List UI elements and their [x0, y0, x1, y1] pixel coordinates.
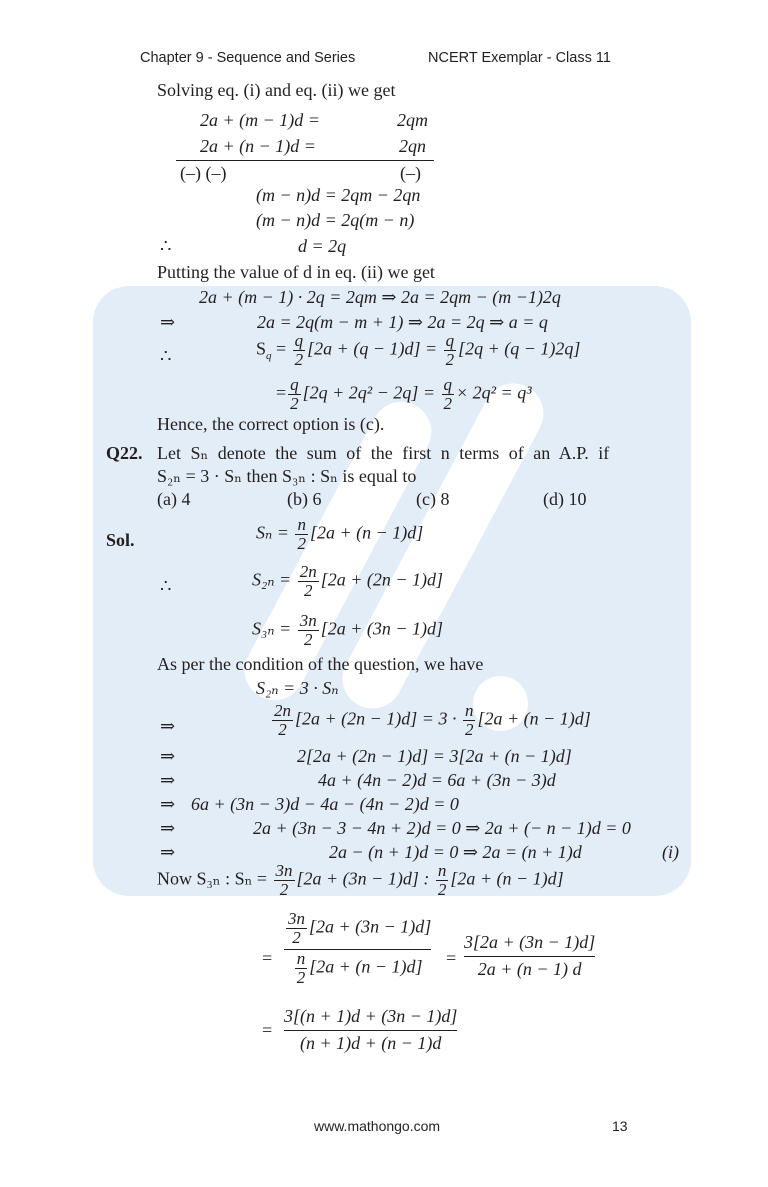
math-line: S₃ₙ = $\frac{3n}{2}$ [2a + (3n − 1)d]: [252, 611, 443, 649]
solution-label: Sol.: [106, 530, 135, 550]
math-line: S₂ₙ = 3 · Sₙ: [256, 678, 339, 698]
subtraction-rule: [176, 160, 434, 161]
equals-sign: =: [262, 948, 273, 968]
math-line: 4a + (4n − 2)d = 6a + (3n − 3)d: [318, 770, 556, 790]
math-line: 2a − (n + 1)d = 0 ⇒ 2a = (n + 1)d: [329, 842, 582, 862]
math-line: (m − n)d = 2q(m − n): [256, 210, 415, 230]
text-line: Solving eq. (i) and eq. (ii) we get: [157, 80, 396, 100]
text-line: As per the condition of the question, we have: [157, 654, 484, 674]
compound-fraction: $\frac{3n}{2}$ [2a + (3n − 1)d] $\frac{n}{2}$ [2a + (n − 1)d]: [284, 910, 431, 987]
math-line: 2a + (m − 1) · 2q = 2qm ⇒ 2a = 2qm − (m −1)2q: [199, 287, 561, 307]
option-b: (b) 6: [287, 489, 322, 509]
implies-symbol: ⇒: [160, 312, 176, 332]
math-line: 2a + (3n − 3 − 4n + 2)d = 0 ⇒ 2a + (− n − 1)d = 0: [253, 818, 631, 838]
implies-symbol: ⇒: [160, 794, 176, 814]
header-book: NCERT Exemplar - Class 11: [428, 50, 611, 66]
math-line: 2a + (n − 1)d =: [200, 136, 316, 156]
math-line: (–): [400, 163, 421, 183]
question-number: Q22.: [106, 443, 143, 463]
implies-symbol: ⇒: [160, 842, 176, 862]
therefore-symbol: ∴: [160, 576, 172, 596]
math-line: 2a + (m − 1)d =: [200, 110, 320, 130]
math-line: S₂ₙ = $\frac{2n}{2}$ [2a + (2n − 1)d]: [252, 562, 443, 600]
question-text: Let Sₙ denote the sum of the first n terms of an A.P. if: [157, 443, 610, 463]
math-line: 2qn: [399, 136, 426, 156]
option-a: (a) 4: [157, 489, 191, 509]
math-line: (m − n)d = 2qm − 2qn: [256, 185, 421, 205]
implies-symbol: ⇒: [160, 746, 176, 766]
equals-sign: =: [262, 1020, 273, 1040]
equation-tag: (i): [662, 842, 679, 862]
math-line: Now S₃ₙ : Sₙ = $\frac{3n}{2}$ [2a + (3n − 1)d] : $\frac{n}{2}$ [2a + (n − 1)d]: [157, 861, 564, 899]
implies-symbol: ⇒: [160, 770, 176, 790]
math-line: 2qm: [397, 110, 428, 130]
option-c: (c) 8: [416, 489, 450, 509]
math-line: d = 2q: [298, 236, 347, 256]
math-line: $\frac{2n}{2}$ [2a + (2n − 1)d] = 3 · $\frac{n}{2}$ [2a + (n − 1)d]: [274, 701, 591, 739]
fraction: $\frac{3[2a + (3n - 1)d]}{2a + (n - 1) d}$: [464, 932, 596, 979]
footer-url: www.mathongo.com: [314, 1118, 441, 1134]
page-number: 13: [612, 1118, 628, 1134]
text-line: Hence, the correct option is (c).: [157, 414, 385, 434]
option-d: (d) 10: [543, 489, 587, 509]
therefore-symbol: ∴: [160, 236, 172, 256]
header-chapter: Chapter 9 - Sequence and Series: [140, 50, 356, 66]
math-line: $S_q$ = $\frac{q}{2}$ [2a + (q − 1)d] = $\frac{q}{2}$ [2q + (q − 1)2q]: [256, 331, 581, 369]
equals-sign: =: [446, 948, 457, 968]
math-line: 2a = 2q(m − m + 1) ⇒ 2a = 2q ⇒ a = q: [257, 312, 548, 332]
fraction: $\frac{3[(n + 1)d + (3n - 1)d]}{(n + 1)d + (n - 1)d}$: [284, 1006, 458, 1053]
implies-symbol: ⇒: [160, 716, 176, 736]
math-line: 6a + (3n − 3)d − 4a − (4n − 2)d = 0: [191, 794, 459, 814]
math-line: 2[2a + (2n − 1)d] = 3[2a + (n − 1)d]: [297, 746, 572, 766]
math-line: Sₙ = $\frac{n}{2}$ [2a + (n − 1)d]: [256, 515, 424, 553]
question-text: S₂ₙ = 3 · Sₙ then S₃ₙ : Sₙ is equal to: [157, 466, 417, 486]
math-line: (–) (–): [180, 163, 227, 183]
therefore-symbol: ∴: [160, 346, 172, 366]
implies-symbol: ⇒: [160, 818, 176, 838]
text-line: Putting the value of d in eq. (ii) we get: [157, 262, 435, 282]
math-line: = $\frac{q}{2}$ [2q + 2q² − 2q] = $\frac{q}{2}$ × 2q² = q³: [276, 375, 532, 413]
